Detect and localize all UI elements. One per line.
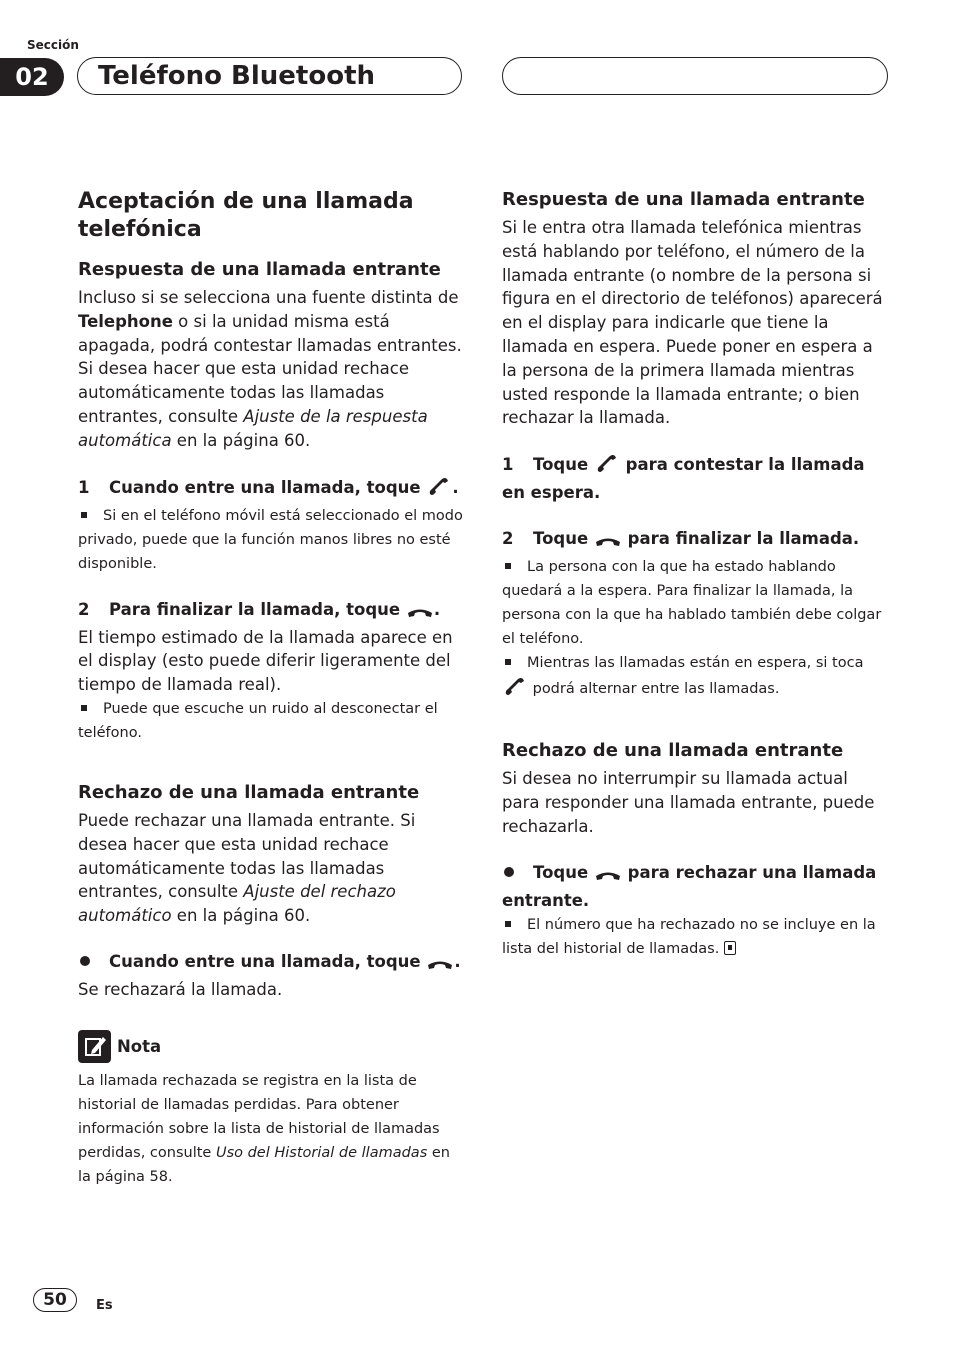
- section-number: 02: [0, 58, 64, 96]
- subheading-reject-right: Rechazo de una llamada entrante: [502, 740, 844, 762]
- phone-answer-icon: [594, 452, 620, 481]
- step-2-text: Para finalizar la llamada, toque: [109, 599, 401, 619]
- page-title-text: Teléfono Bluetooth: [98, 61, 376, 91]
- reject-bullet: [78, 950, 466, 978]
- header-empty-box: [502, 57, 888, 95]
- step-2-end: .: [433, 599, 441, 619]
- subheading-answer: Respuesta de una llamada entrante: [78, 259, 441, 280]
- reject-paragraph: [78, 809, 466, 928]
- phone-hangup-icon: [594, 531, 622, 555]
- reject-right-note: [502, 913, 890, 961]
- step-1-number: 1: [78, 477, 90, 497]
- waiting-step-2: [502, 527, 890, 555]
- subheading-waiting: Respuesta de una llamada entrante: [502, 189, 865, 210]
- nota-text: [78, 1069, 466, 1189]
- nota-ref: Uso del Historial de llamadas: [215, 1144, 428, 1161]
- waiting-note-1: [502, 555, 890, 651]
- bullet-dot-icon: [80, 956, 90, 966]
- waiting-note-1-text: La persona con la que ha estado hablando quedará a la espera. Para finalizar la llamada, la persona con la que ha hablado también debe colgar el teléfono.: [502, 559, 882, 648]
- waiting-note-2-b: podrá alternar entre las llamadas.: [532, 681, 780, 698]
- main-heading: Aceptación de una llamada telefónica: [78, 189, 414, 242]
- answer-paragraph: [78, 286, 466, 453]
- waiting-step-1: [502, 452, 890, 505]
- page-title: [77, 57, 462, 95]
- reject-bullet-body: Se rechazará la llamada.: [78, 979, 283, 999]
- phone-hangup-icon: [406, 602, 434, 626]
- step-2-note: [78, 697, 466, 745]
- reject-right-bullet-b: para rechazar una llamada entrante.: [502, 862, 877, 910]
- waiting-step-2-a: Toque: [533, 529, 589, 549]
- step-1: [78, 475, 466, 504]
- step-2-note-text: Puede que escuche un ruido al desconectar el teléfono.: [78, 700, 438, 741]
- note-bullet-icon: [81, 705, 87, 711]
- waiting-step-1-number: 1: [502, 455, 514, 475]
- language-code: Es: [96, 1298, 113, 1313]
- note-pencil-icon: [78, 1030, 111, 1063]
- step-2-body: El tiempo estimado de la llamada aparece en el display (esto puede diferir ligeramente del tiempo de llamada real).: [78, 627, 453, 695]
- waiting-note-2-a: Mientras las llamadas están en espera, si toca: [527, 655, 864, 672]
- nota-label: Nota: [117, 1036, 162, 1056]
- right-column: [502, 188, 890, 961]
- nota-text-a: La llamada rechazada se registra en la lista de historial de llamadas perdidas. Para obtener información sobre la lista de historial de llamadas perdidas, consulte: [78, 1072, 440, 1161]
- reject-bullet-end: .: [454, 951, 461, 971]
- end-mark-icon: [724, 941, 736, 955]
- step-1-end: .: [452, 477, 459, 497]
- reject-ref: Ajuste del rechazo automático: [78, 882, 396, 926]
- waiting-step-1-a: Toque: [533, 455, 589, 475]
- waiting-step-1-b: para contestar la llamada en espera.: [502, 455, 865, 503]
- phone-answer-icon: [502, 675, 528, 705]
- note-bullet-icon: [505, 563, 511, 569]
- nota-header: [78, 1030, 466, 1063]
- telephone-label: Telephone: [78, 311, 173, 331]
- answer-text-a: Incluso si se selecciona una fuente distinta de: [78, 288, 459, 307]
- nota-text-c: en la página 58.: [78, 1144, 450, 1185]
- waiting-note-2: [502, 651, 890, 705]
- reject-text-c: en la página 60.: [171, 906, 311, 926]
- step-1-note: [78, 504, 466, 576]
- left-column: [78, 188, 466, 1189]
- answer-text-e: en la página 60.: [171, 430, 311, 450]
- section-label: Sección: [27, 38, 79, 52]
- reject-right-bullet: [502, 861, 890, 913]
- phone-hangup-icon: [426, 954, 454, 978]
- page-number: 50: [33, 1288, 77, 1312]
- waiting-paragraph: Si le entra otra llamada telefónica mientras está hablando por teléfono, el número de la llamada entrante (o nombre de la persona si figura en el directorio de teléfonos) aparecerá en el display para indicarle que tiene la llamada en espera. Puede poner en espera a la persona de la primera llamada mientras usted responde la llamada entrante; o bien rechazar la llamada.: [502, 218, 883, 428]
- reject-right-paragraph: Si desea no interrumpir su llamada actual para responder una llamada entrante, puede rechazarla.: [502, 769, 875, 836]
- reject-bullet-text: Cuando entre una llamada, toque: [109, 951, 421, 971]
- note-bullet-icon: [81, 512, 87, 518]
- subheading-reject: Rechazo de una llamada entrante: [78, 781, 420, 803]
- reject-right-bullet-a: Toque: [533, 862, 589, 882]
- answer-text-c: o si la unidad misma está apagada, podrá contestar llamadas entrantes. Si desea hacer que esta unidad rechace automáticamente todas las llamadas entrantes, consulte: [78, 311, 462, 426]
- note-bullet-icon: [505, 659, 511, 665]
- reject-right-note-text: El número que ha rechazado no se incluye en la lista del historial de llamadas.: [502, 916, 876, 957]
- answer-ref: Ajuste de la respuesta automática: [78, 406, 428, 450]
- step-1-note-text: Si en el teléfono móvil está seleccionado el modo privado, puede que la función manos libres no esté disponible.: [78, 507, 463, 572]
- phone-hangup-icon: [594, 865, 622, 889]
- step-2: [78, 598, 466, 626]
- bullet-dot-icon: [504, 867, 514, 877]
- waiting-step-2-b: para finalizar la llamada.: [627, 529, 860, 549]
- phone-answer-icon: [426, 475, 452, 504]
- note-bullet-icon: [505, 921, 511, 927]
- reject-text-a: Puede rechazar una llamada entrante. Si desea hacer que esta unidad rechace automáticamente todas las llamadas entrantes, consulte: [78, 810, 416, 902]
- step-1-text: Cuando entre una llamada, toque: [109, 477, 421, 497]
- step-2-number: 2: [78, 599, 90, 619]
- waiting-step-2-number: 2: [502, 529, 514, 549]
